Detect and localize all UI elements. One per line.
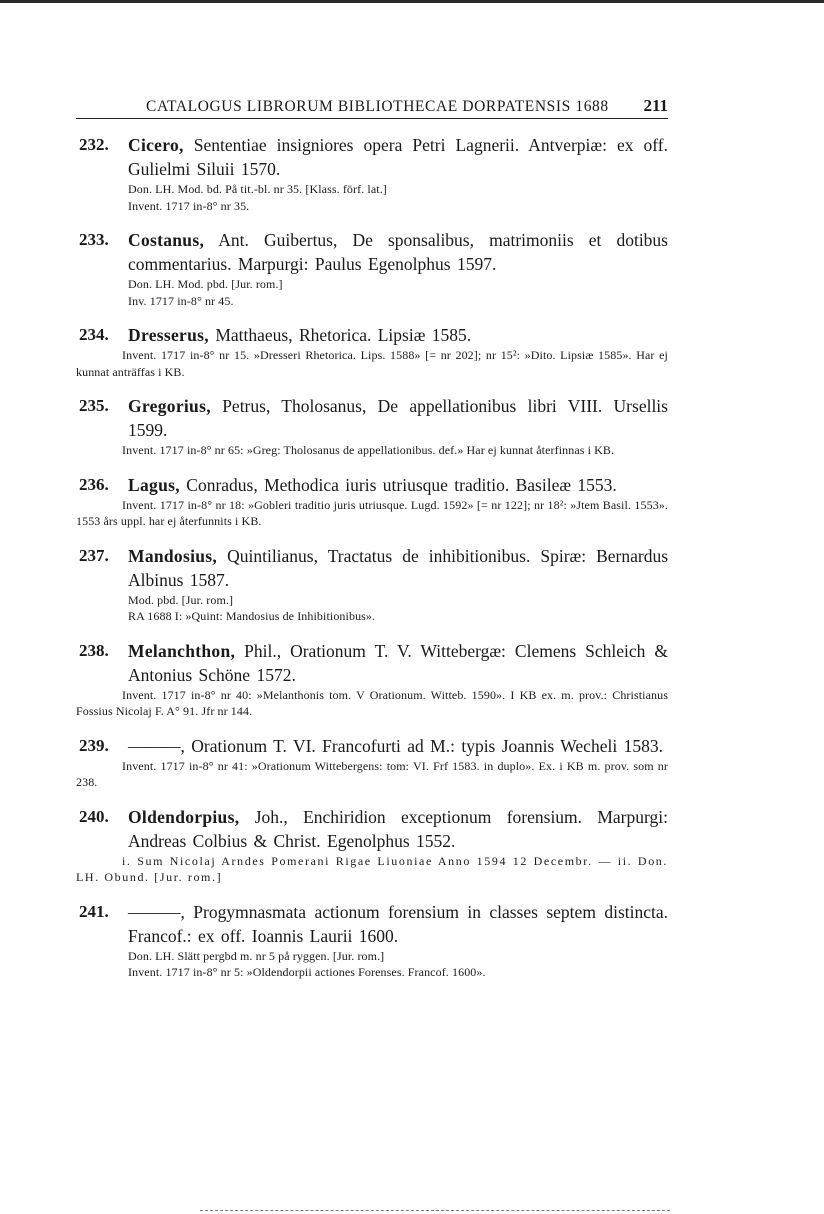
entry-number: 234.	[79, 325, 109, 344]
entry-title-line	[128, 900, 668, 948]
entry-author: Oldendorpius,	[128, 806, 240, 827]
entry-title: ———, Progymnasmata actionum forensium in classes septem distincta. Francof.: ex off. Ioannis Laurii 1600.	[128, 901, 668, 946]
entry-title-line	[128, 473, 668, 497]
catalog-entry	[76, 639, 668, 720]
entry-author: Dresserus,	[128, 325, 209, 345]
entry-title-line	[128, 805, 668, 853]
entry-title-line	[128, 228, 668, 276]
entry-title: Sententiae insigniores opera Petri Lagnerii. Antverpiæ: ex off. Gulielmi Siluii 1570.	[128, 135, 668, 179]
entry-note: Don. LH. Slätt pergbd m. nr 5 på ryggen. [Jur. rom.]	[128, 948, 385, 963]
entry-author: Gregorius,	[128, 396, 211, 416]
entry-title: Quintilianus, Tractatus de inhibitionibus. Spiræ: Bernardus Albinus 1587.	[128, 545, 668, 590]
catalog-entry	[76, 734, 668, 791]
entry-author: Cicero,	[128, 135, 184, 155]
entry-number: 239.	[79, 735, 109, 755]
entry-note: i. Sum Nicolaj Arndes Pomerani Rigae Liuoniae Anno 1594 12 Decembr. — ii. Don. LH. Obund. [Jur. rom.]	[76, 853, 668, 884]
entry-number: 235.	[79, 396, 109, 415]
entry-title: Petrus, Tholosanus, De appellationibus libri VIII. Ursellis 1599.	[128, 396, 668, 440]
book-page	[76, 96, 668, 981]
entry-title: Conradus, Methodica iuris utriusque traditio. Basileæ 1553.	[179, 474, 617, 495]
page-bottom-rule	[200, 1210, 670, 1212]
entry-title-line	[128, 133, 668, 181]
entry-note: Invent. 1717 in-8° nr 65: »Greg: Tholosanus de appellationibus. def.» Har ej kunnat återfinnas i KB.	[122, 443, 615, 457]
catalog-entry	[76, 544, 668, 625]
entry-note: Invent. 1717 in-8° nr 15. »Dresseri Rhetorica. Lips. 1588» [= nr 202]; nr 15²: »Dito. Lipsiæ 1585». Har ej kunnat anträffas i KB.	[76, 348, 668, 379]
catalog-entry	[76, 394, 668, 459]
entry-title: ———, Orationum T. VI. Francofurti ad M.: typis Joannis Wecheli 1583.	[128, 735, 663, 756]
entry-number: 232.	[79, 135, 109, 154]
entry-author: Lagus,	[128, 474, 180, 495]
entry-note: Invent. 1717 in-8° nr 35.	[128, 198, 250, 213]
entry-note: Invent. 1717 in-8° nr 18: »Gobleri traditio juris utriusque. Lugd. 1592» [= nr 122]; nr 18²: »Jtem Basil. 1553». 1553 års uppl. har ej återfunnits i KB.	[76, 497, 668, 528]
entry-note: Invent. 1717 in-8° nr 40: »Melanthonis tom. V Orationum. Witteb. 1590». I KB ex. m. prov.: Christianus Fossius Nicolaj F. A° 91. Jfr nr 144.	[76, 687, 668, 718]
entry-title-line	[128, 394, 668, 442]
entry-number: 237.	[79, 545, 109, 565]
entry-number: 241.	[79, 901, 109, 921]
entry-title-line	[128, 734, 668, 758]
entry-author: Costanus,	[128, 230, 205, 250]
entry-note: Mod. pbd. [Jur. rom.]	[128, 592, 234, 607]
entry-title: Joh., Enchiridion exceptionum forensium. Marpurgi: Andreas Colbius & Christ. Egenolphus 1552.	[128, 806, 668, 851]
page-top-edge	[0, 0, 824, 3]
entry-note: Inv. 1717 in-8° nr 45.	[128, 293, 234, 308]
entry-number: 238.	[79, 640, 109, 660]
entry-title: Matthaeus, Rhetorica. Lipsiæ 1585.	[208, 325, 472, 345]
entry-author: Mandosius,	[128, 545, 218, 566]
entry-title-line	[128, 323, 668, 347]
entry-title-line	[128, 544, 668, 592]
catalog-entry	[76, 900, 668, 981]
catalog-entry	[76, 228, 668, 309]
entry-note: Invent. 1717 in-8° nr 41: »Orationum Wittebergens: tom: VI. Frf 1583. in duplo». Ex. i KB m. prov. som nr 238.	[76, 758, 668, 789]
entry-title-line	[128, 639, 668, 687]
entry-note: Don. LH. Mod. pbd. [Jur. rom.]	[128, 277, 283, 291]
entry-number: 233.	[79, 230, 109, 249]
catalog-entry	[76, 473, 668, 530]
running-title: CATALOGUS LIBRORUM BIBLIOTHECAE DORPATENSIS 1688	[146, 98, 609, 115]
running-header	[76, 96, 668, 119]
entry-author: Melanchthon,	[128, 640, 236, 661]
catalog-entry	[76, 805, 668, 886]
catalog-entry	[76, 133, 668, 214]
entry-title: Phil., Orationum T. V. Wittebergæ: Clemens Schleich & Antonius Schöne 1572.	[128, 640, 668, 685]
entry-number: 236.	[79, 474, 109, 494]
catalog-entry	[76, 323, 668, 380]
entry-note: Don. LH. Mod. bd. På tit.-bl. nr 35. [Klass. förf. lat.]	[128, 182, 387, 196]
page-number: 211	[643, 96, 668, 115]
entry-note: Invent. 1717 in-8° nr 5: »Oldendorpii actiones Forenses. Francof. 1600».	[128, 965, 486, 979]
entry-number: 240.	[79, 806, 109, 826]
entry-note: RA 1688 I: »Quint: Mandosius de Inhibitionibus».	[128, 609, 376, 623]
entry-title: Ant. Guibertus, De sponsalibus, matrimoniis et dotibus commentarius. Marpurgi: Paulus Egenolphus 1597.	[128, 230, 668, 274]
